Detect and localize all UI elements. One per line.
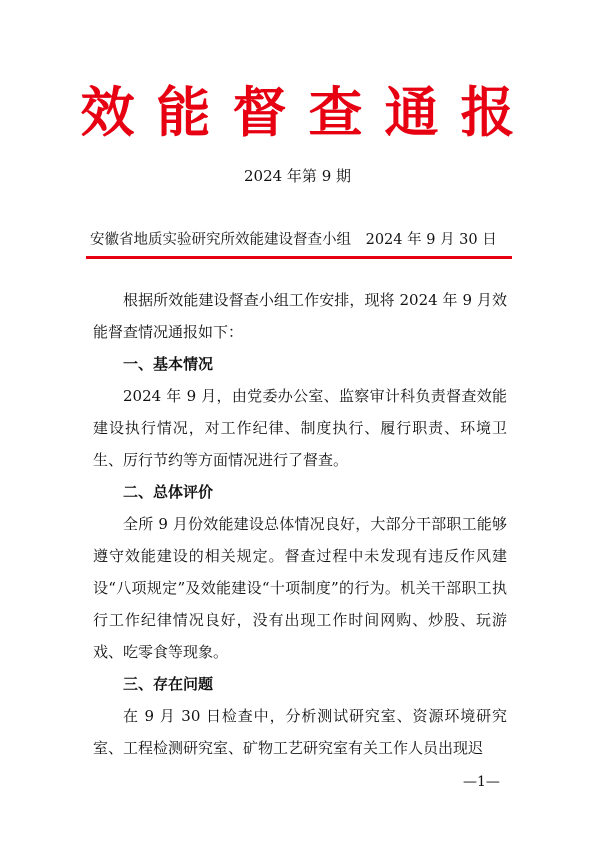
masthead-title: 效能督查通报 bbox=[80, 80, 537, 144]
section-paragraph-evaluation: 全所 9 月份效能建设总体情况良好，大部分干部职工能够遵守效能建设的相关规定。督查过程中未发现有违反作风建设“八项规定”及效能建设“十项制度”的行为。机关干部职工执行工作纪律情况良好，没有出现工作时间网购、炒股、玩游戏、吃零食等现象。 bbox=[93, 515, 507, 661]
page-number: —1— bbox=[463, 774, 500, 790]
intro-paragraph: 根据所效能建设督查小组工作安排，现将 2024 年 9 月效能督查情况通报如下： bbox=[93, 291, 507, 341]
document-body bbox=[93, 284, 507, 764]
section-heading-basic: 一、基本情况 bbox=[123, 355, 214, 373]
red-divider-rule bbox=[86, 256, 512, 259]
section-paragraph-basic: 2024 年 9 月，由党委办公室、监察审计科负责督查效能建设执行情况，对工作纪律、制度执行、履行职责、环境卫生、厉行节约等方面情况进行了督查。 bbox=[93, 387, 507, 469]
section-heading-evaluation: 二、总体评价 bbox=[123, 483, 214, 501]
issue-number: 2024 年第 9 期 bbox=[243, 167, 352, 185]
section-paragraph-issues: 在 9 月 30 日检查中，分析测试研究室、资源环境研究室、工程检测研究室、矿物工艺研究室有关工作人员出现迟 bbox=[93, 707, 507, 757]
section-heading-issues: 三、存在问题 bbox=[123, 675, 214, 693]
issuer-line bbox=[90, 229, 510, 251]
issuer-name: 安徽省地质实验研究所效能建设督查小组 bbox=[90, 232, 351, 248]
issue-date: 2024 年 9 月 30 日 bbox=[365, 232, 497, 248]
